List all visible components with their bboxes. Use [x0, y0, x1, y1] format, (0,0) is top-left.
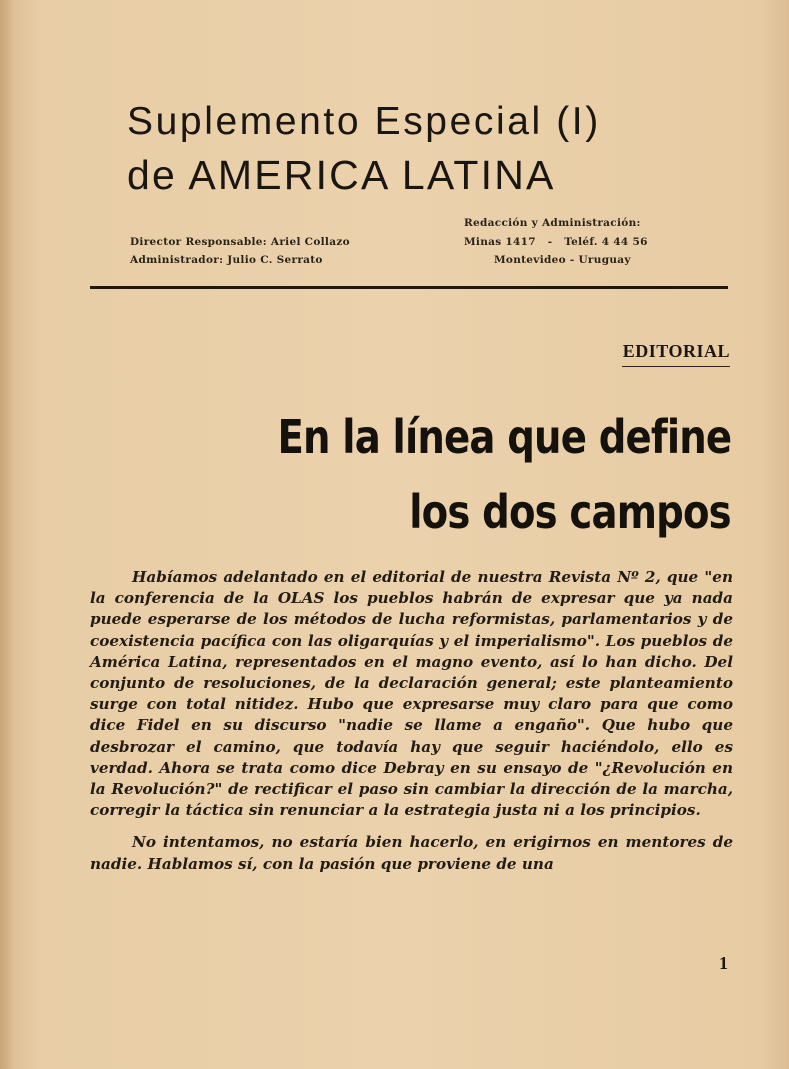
- headline-line1: En la línea que define: [277, 410, 731, 464]
- masthead-redaccion: Redacción y Administración:: [464, 217, 641, 229]
- masthead-city: Montevideo - Uruguay: [494, 254, 631, 266]
- masthead-address: Minas 1417 - Teléf. 4 44 56: [464, 236, 648, 248]
- masthead-administrator: Administrador: Julio C. Serrato: [130, 254, 323, 266]
- masthead-divider: [90, 286, 728, 289]
- paragraph: Habíamos adelantado en el editorial de nuestra Revista Nº 2, que "en la conferencia de la OLAS los pueblos habrán de expresar que ya nada puede esperarse de los métodos de lucha reformistas, parlamentarios y de coexistencia pacífica con las oligarquías y el imperialismo". Los pueblos de América Latina, representados en el magno evento, así lo han dicho. Del conjunto de resoluciones, de la declaración general; este planteamiento surge con total nitidez. Hubo que expresarse muy claro para que como dice Fidel en su discurso "nadie se llame a engaño". Que hubo que desbrozar el camino, que todavía hay que seguir haciéndolo, ello es verdad. Ahora se trata como dice Debray en su ensayo de "¿Revolución en la Revolución?" de rectificar el paso sin cambiar la dirección de la marcha, corregir la táctica sin renunciar a la estrategia justa ni a los principios.: [90, 568, 733, 820]
- headline-line2: los dos campos: [409, 485, 731, 539]
- page-edge-shadow: [0, 0, 14, 1069]
- masthead-title-line2: de AMERICA LATINA: [127, 152, 556, 198]
- article-body: [90, 567, 733, 886]
- masthead-title-line1: Suplemento Especial (I): [127, 100, 601, 143]
- section-label: EDITORIAL: [622, 341, 730, 361]
- page-number: 1: [719, 953, 728, 973]
- paragraph: No intentamos, no estaría bien hacerlo, en erigirnos en mentores de nadie. Hablamos sí, con la pasión que proviene de una: [90, 833, 733, 873]
- section-underline: [622, 366, 730, 367]
- masthead-director: Director Responsable: Ariel Collazo: [130, 236, 350, 248]
